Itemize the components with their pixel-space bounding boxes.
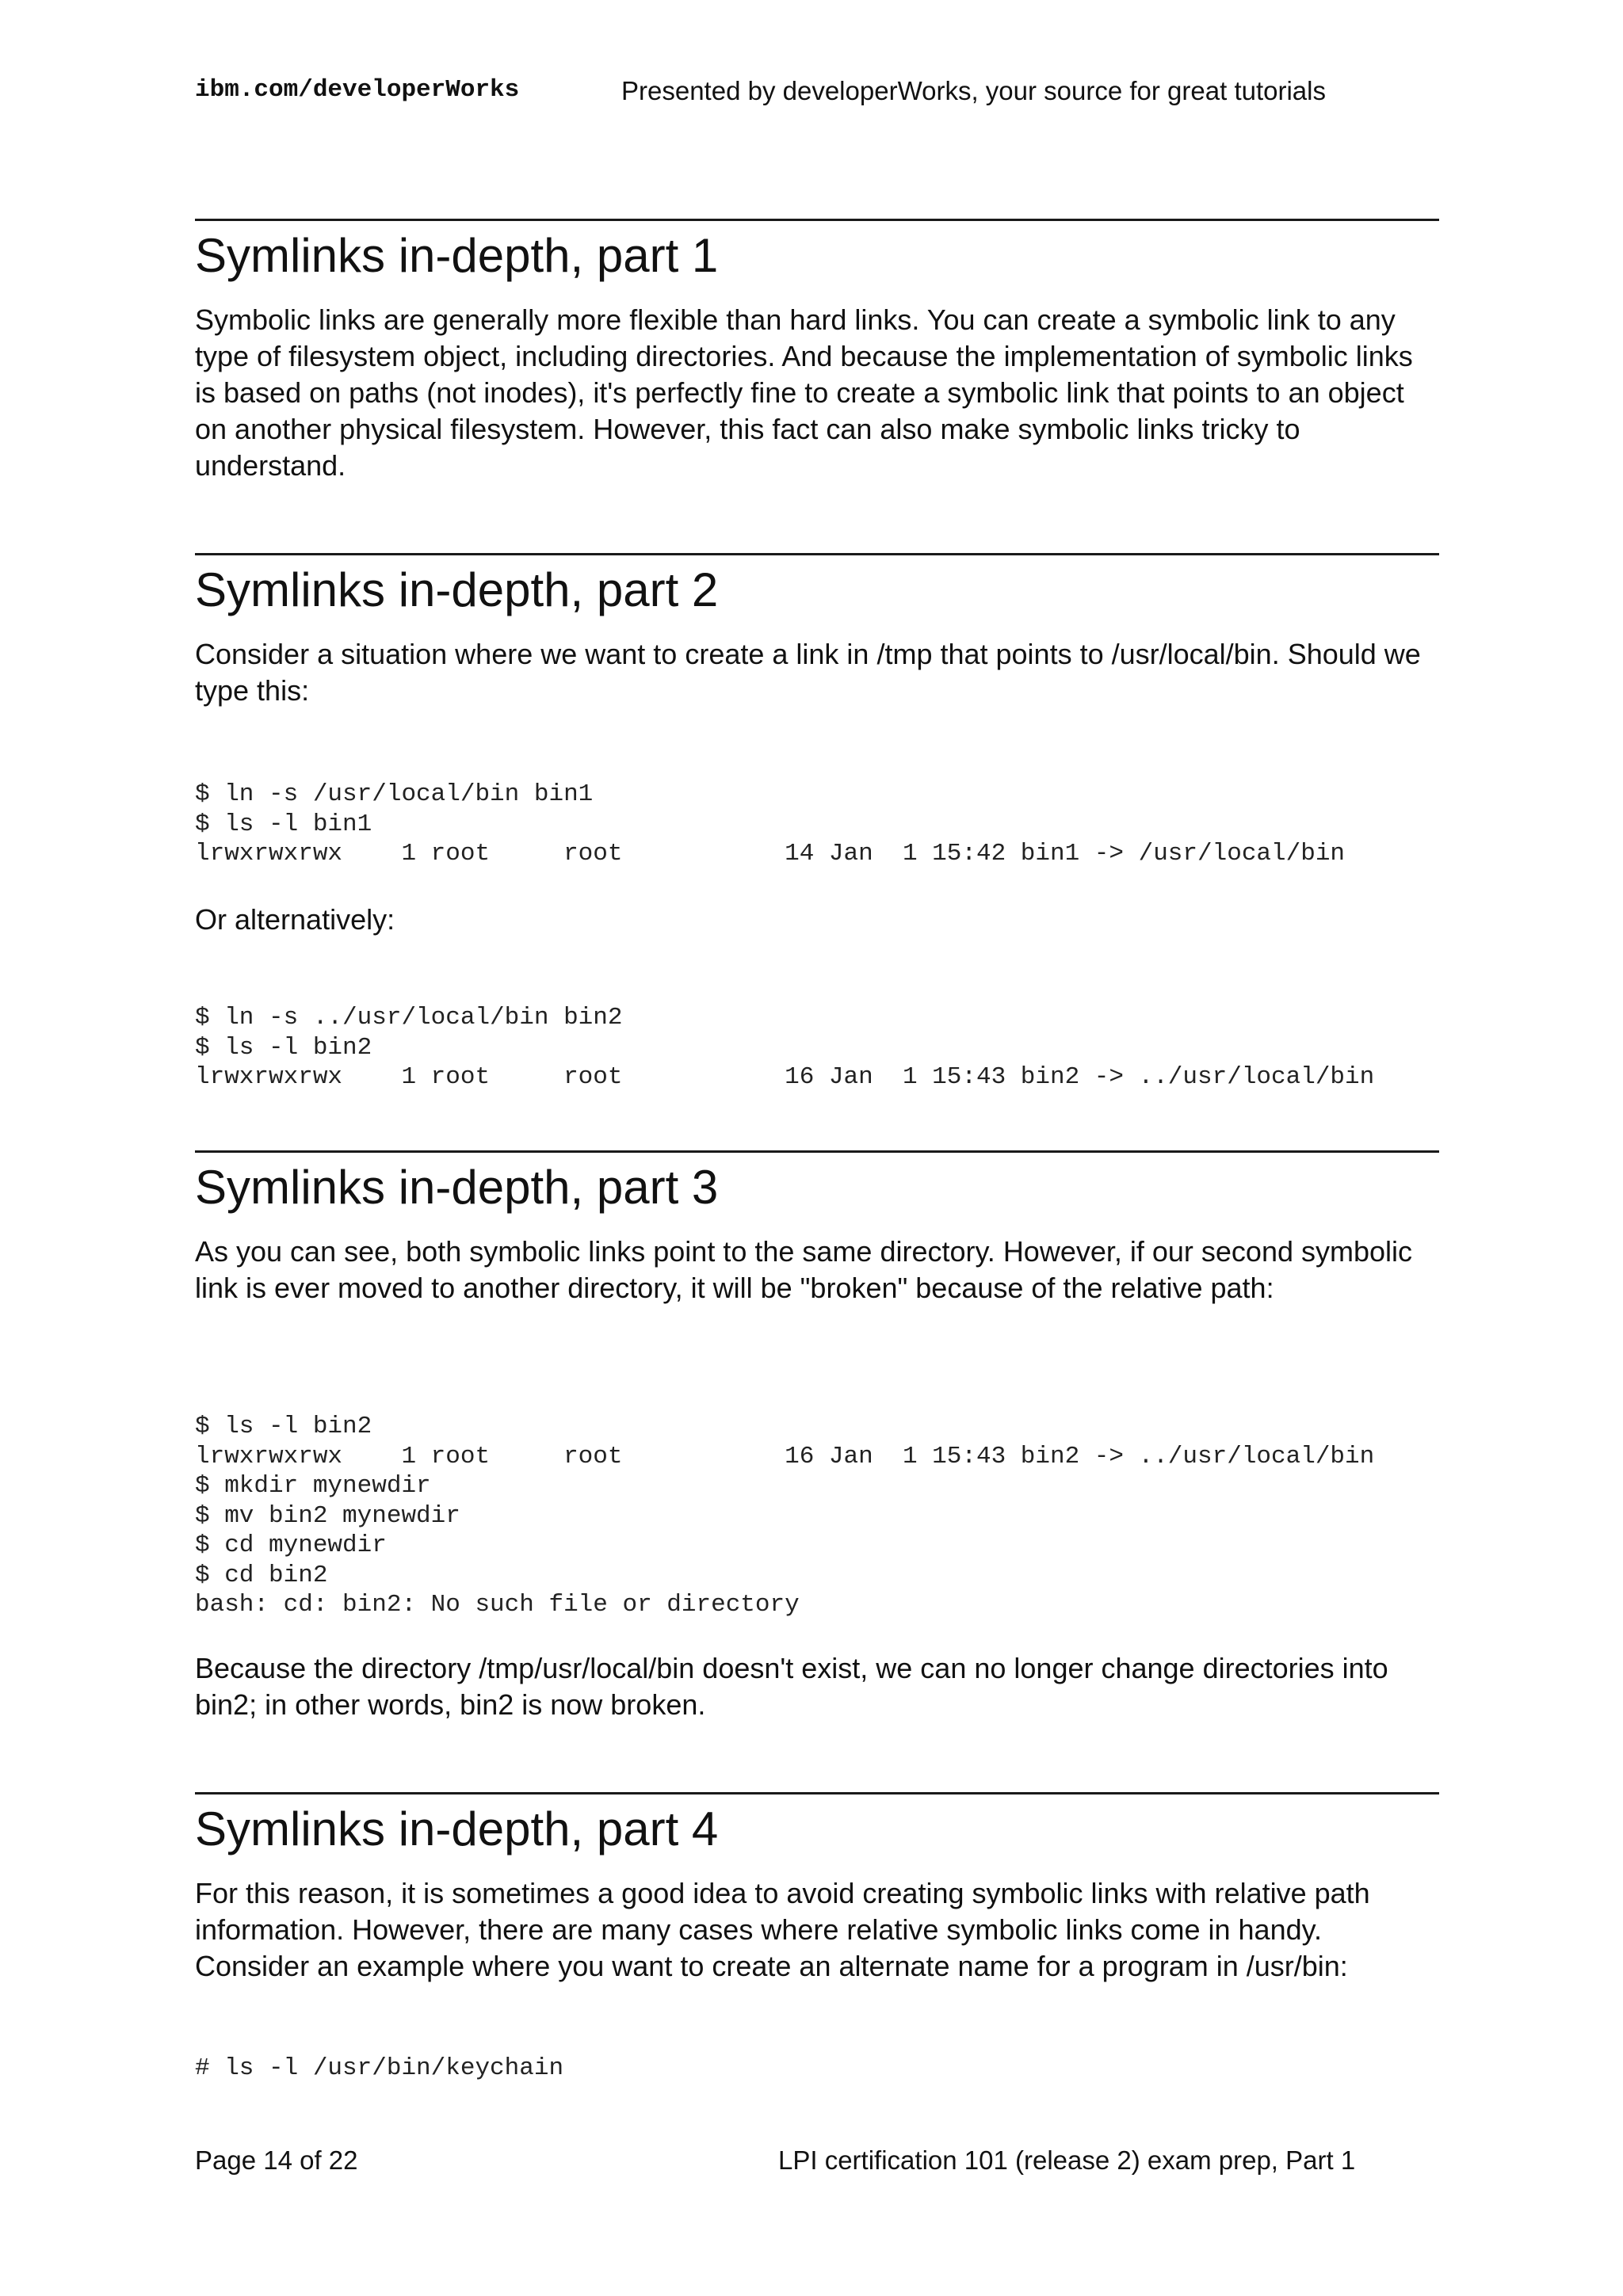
page-header [195,73,1518,113]
section-divider [195,1150,1439,1153]
section-text: Symbolic links are generally more flexible than hard links. You can create a symbolic link to any type of filesystem object, including directories. And because the implementation of symbolic links is based on paths (not inodes), it's perfectly fine to create a symbolic link that points to an object on another physical filesystem. However, this fact can also make symbolic links tricky to understand. [195,303,1413,482]
code-block-2: $ ln -s ../usr/local/bin bin2 $ ls -l bin2 lrwxrwxrwx 1 root root 16 Jan 1 15:43 bin2 -> ../usr/local/bin [195,1004,1375,1091]
code-block: $ ln -s /usr/local/bin bin1 $ ls -l bin1 lrwxrwxrwx 1 root root 14 Jan 1 15:42 bin1 -> /usr/local/bin [195,780,1346,868]
code-block: $ ls -l bin2 lrwxrwxrwx 1 root root 16 Jan 1 15:43 bin2 -> ../usr/local/bin $ mkdir mynewdir $ mv bin2 mynewdir $ cd mynewdir $ cd bin2 bash: cd: bin2: No such file or directory [195,1413,1375,1619]
section-text-2: Because the directory /tmp/usr/local/bin doesn't exist, we can no longer change directories into bin2; in other words, bin2 is now broken. [195,1652,1388,1721]
section-text: For this reason, it is sometimes a good idea to avoid creating symbolic links with relative path information. However, there are many cases where relative symbolic links come in handy. Consider an example where you want to create an alternate name for a program in /usr/bin: [195,1877,1370,1982]
page-footer [195,2145,1518,2183]
section-title: Symlinks in-depth, part 4 [195,1802,719,1855]
section-title: Symlinks in-depth, part 3 [195,1161,719,1214]
section-divider [195,219,1439,221]
section-text: Consider a situation where we want to create a link in /tmp that points to /usr/local/bin. Should we type this: [195,638,1421,707]
section-part-2 [195,553,1439,1108]
site-url: ibm.com/developerWorks [195,76,520,104]
section-divider [195,553,1439,555]
section-title: Symlinks in-depth, part 2 [195,563,719,616]
presented-by: Presented by developerWorks, your source for great tutorials [621,76,1326,105]
section-text-2: Or alternatively: [195,903,395,936]
section-part-1 [195,219,1439,484]
page [195,0,1518,2296]
page-number: Page 14 of 22 [195,2145,358,2175]
section-part-3 [195,1150,1439,1768]
section-text: As you can see, both symbolic links point to the same directory. However, if our second symbolic link is ever moved to another directory, it will be "broken" because of the relative path: [195,1235,1413,1304]
section-divider [195,1792,1439,1794]
code-block: # ls -l /usr/bin/keychain [195,2054,564,2082]
section-part-4 [195,1792,1439,2109]
section-title: Symlinks in-depth, part 1 [195,229,719,282]
document-title: LPI certification 101 (release 2) exam prep, Part 1 [778,2145,1356,2175]
